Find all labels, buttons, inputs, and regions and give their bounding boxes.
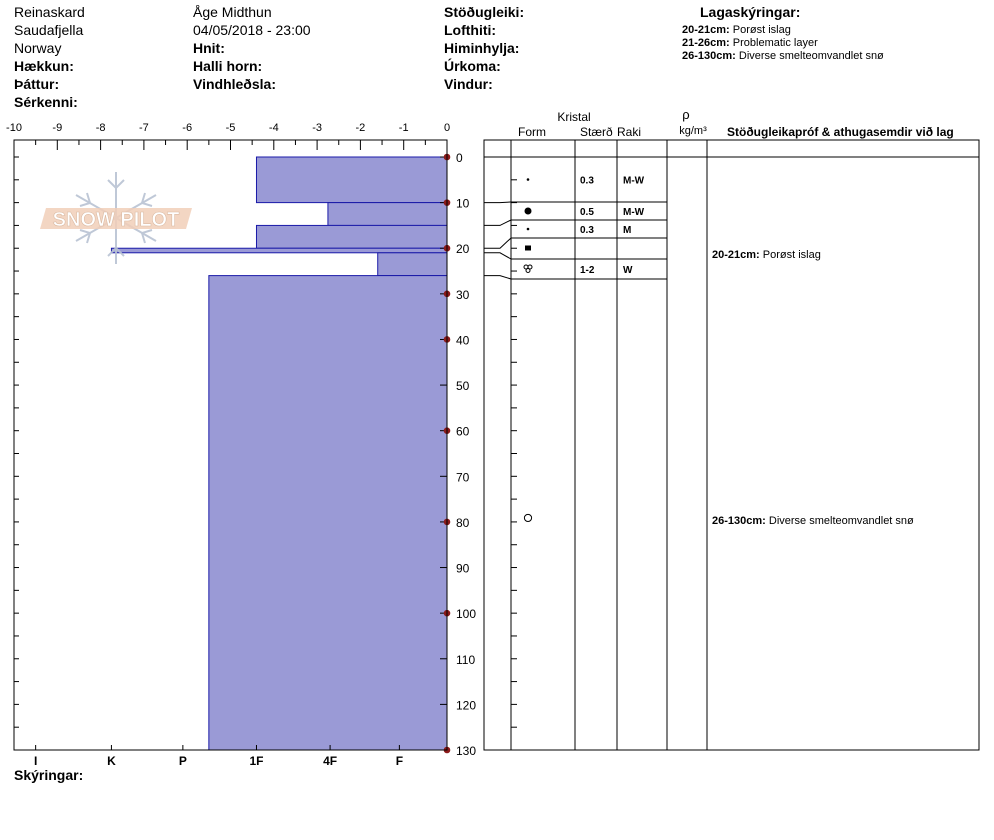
hardness-layer-bar xyxy=(378,253,447,276)
grain-size-value: 0.3 xyxy=(580,225,594,236)
depth-tick-label: 120 xyxy=(456,698,477,713)
layer-table xyxy=(484,107,979,750)
top-axis-tick-label: -8 xyxy=(95,122,106,134)
top-axis-tick-label: -4 xyxy=(268,122,279,134)
top-axis-tick-label: -3 xyxy=(312,122,322,134)
legend-item-range: 20-21cm: xyxy=(682,24,730,36)
layer-table-frame xyxy=(484,140,979,750)
grain-form-icon xyxy=(525,208,532,215)
grain-form-icon xyxy=(527,228,530,231)
legend-item-range: 26-130cm: xyxy=(682,50,736,62)
top-axis xyxy=(6,122,450,150)
legend-title: Lagaskýringar: xyxy=(700,4,801,20)
observer-name: Åge Midthun xyxy=(193,4,272,20)
top-axis-tick-label: -1 xyxy=(398,122,409,134)
header-density: ρ xyxy=(682,107,690,122)
wetness-value: M xyxy=(623,225,632,236)
depth-connector xyxy=(484,276,511,279)
top-axis-tick-label: -7 xyxy=(139,122,149,134)
grain-form-icon xyxy=(525,246,531,251)
wind-load-label: Vindhleðsla: xyxy=(193,76,276,92)
top-axis-tick-label: 0 xyxy=(443,122,451,134)
hardness-layer-bar xyxy=(111,248,447,253)
depth-tick-label: 60 xyxy=(456,424,470,439)
grain-form-icon xyxy=(524,265,532,273)
header-comments: Stöðugleikapróf & athugasemdir við lag xyxy=(727,125,954,139)
depth-tick-label: 80 xyxy=(456,515,470,530)
hardness-label: 4F xyxy=(323,754,338,768)
depth-tick-label: 110 xyxy=(456,652,476,667)
features-label: Sérkenni: xyxy=(14,94,78,110)
header-density-unit: kg/m³ xyxy=(679,125,707,137)
depth-tick-label: 50 xyxy=(456,379,470,394)
depth-connector xyxy=(484,253,511,259)
hardness-plot xyxy=(111,157,447,750)
air-temp-label: Lofthiti: xyxy=(444,22,497,38)
legend-item-range: 21-26cm: xyxy=(682,37,730,49)
legend-item-text: Problematic layer xyxy=(732,37,818,49)
hardness-layer-bar xyxy=(328,203,447,226)
depth-connector xyxy=(484,220,511,225)
hardness-label: 1F xyxy=(249,754,264,768)
watermark-text: SNOW PILOT xyxy=(52,209,180,231)
hardness-layer-bar xyxy=(256,157,447,203)
header-form: Form xyxy=(518,125,546,139)
depth-tick-label: 90 xyxy=(456,561,470,576)
location-name: Reinaskard xyxy=(14,4,85,20)
wetness-value: W xyxy=(623,265,633,276)
top-axis-tick-label: -5 xyxy=(225,122,236,134)
hardness-layer-bar xyxy=(209,276,447,750)
elevation-label: Hækkun: xyxy=(14,58,74,74)
depth-connector xyxy=(484,238,511,248)
grain-size-value: 0.3 xyxy=(580,175,594,187)
footer-label: Skýringar: xyxy=(14,767,84,783)
hardness-layer-bar xyxy=(256,225,447,248)
depth-tick-label: 70 xyxy=(456,470,470,485)
legend-item-text: Diverse smelteomvandlet snø xyxy=(738,50,884,62)
depth-tick-label: 20 xyxy=(456,242,470,257)
grain-form-icon xyxy=(524,514,531,521)
precip-label: Úrkoma: xyxy=(444,58,501,74)
factor-label: Þáttur: xyxy=(14,76,60,92)
sky-label: Himinhylja: xyxy=(444,40,520,56)
observation-datetime: 04/05/2018 - 23:00 xyxy=(193,22,311,38)
top-axis-tick-label: -2 xyxy=(355,122,366,134)
table-rows xyxy=(484,157,914,750)
hardness-label: F xyxy=(395,754,404,768)
header-wetness: Raki xyxy=(617,125,642,139)
stability-label: Stöðugleiki: xyxy=(444,4,525,20)
grain-form-icon xyxy=(527,178,530,181)
region-name: Saudafjella xyxy=(14,22,84,38)
depth-tick-label: 40 xyxy=(456,333,470,348)
depth-connector xyxy=(484,202,511,203)
legend-item-text: Porøst islag xyxy=(732,24,791,36)
wetness-value: M-W xyxy=(623,175,645,187)
depth-tick-label: 0 xyxy=(456,151,463,165)
hardness-label: K xyxy=(107,754,116,768)
top-axis-tick-label: -10 xyxy=(6,122,22,134)
depth-tick-label: 130 xyxy=(456,744,477,758)
layer-comment: 20-21cm: Porøst islag xyxy=(712,249,821,261)
depth-tick-label: 30 xyxy=(456,287,470,302)
country-name: Norway xyxy=(14,40,62,56)
hardness-label: P xyxy=(178,754,187,768)
wind-label: Vindur: xyxy=(444,76,493,92)
depth-tick-label: 10 xyxy=(456,196,470,211)
top-axis-tick-label: -6 xyxy=(182,122,193,134)
hardness-label: I xyxy=(33,754,38,768)
grain-size-value: 1-2 xyxy=(580,265,595,276)
grain-size-value: 0.5 xyxy=(580,207,594,218)
layer-comment: 26-130cm: Diverse smelteomvandlet snø xyxy=(712,515,914,527)
header-crystal: Kristal xyxy=(557,110,591,124)
depth-tick-label: 100 xyxy=(456,607,477,622)
slope-label: Halli horn: xyxy=(193,58,263,74)
top-axis-tick-label: -9 xyxy=(52,122,63,134)
header-size: Stærð xyxy=(580,125,613,139)
coords-label: Hnit: xyxy=(193,40,225,56)
wetness-value: M-W xyxy=(623,207,645,218)
